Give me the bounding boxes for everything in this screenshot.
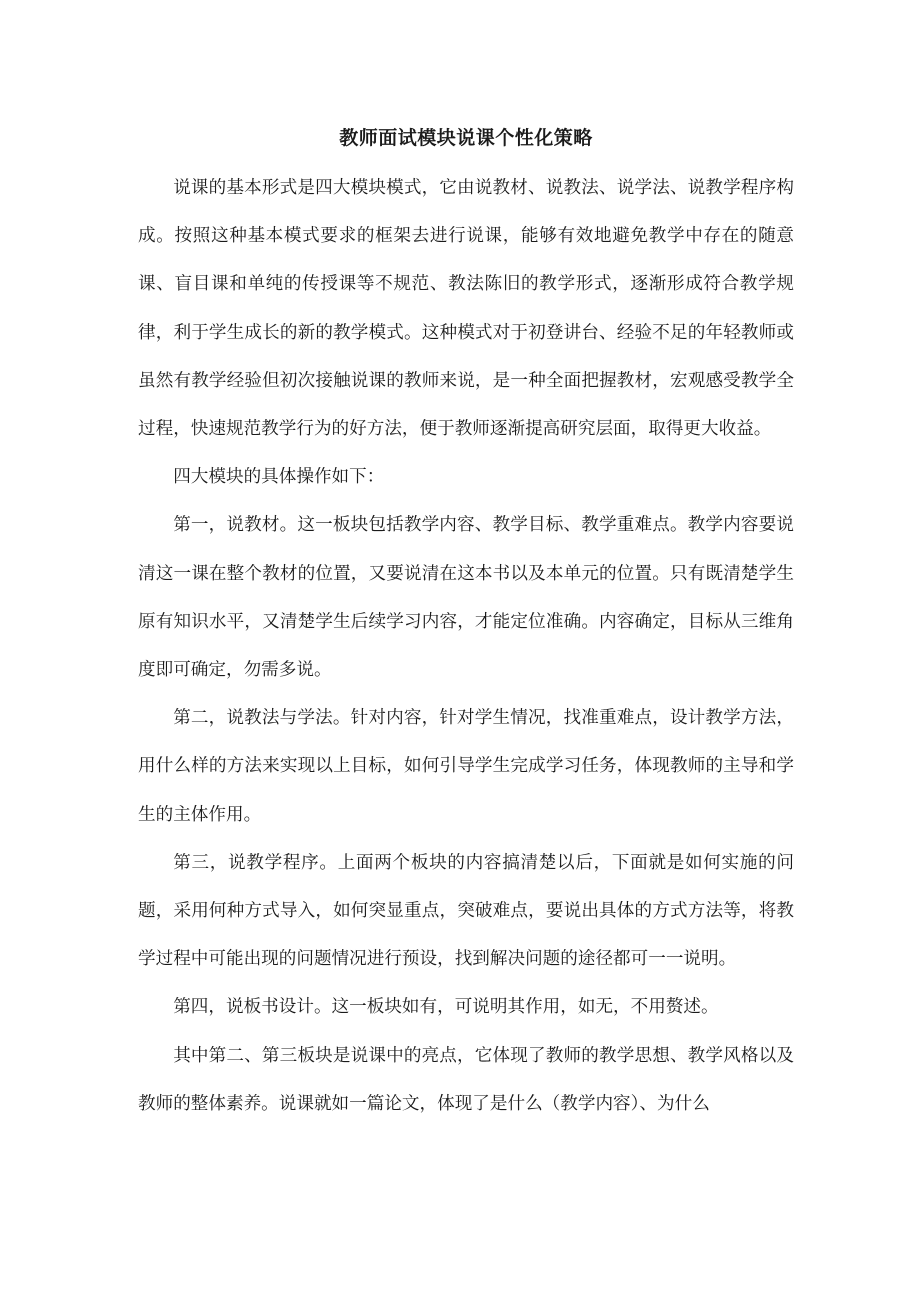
paragraph-step-1: 第一，说教材。这一板块包括教学内容、教学目标、教学重难点。教学内容要说清这一课在整个教材的位置，又要说清在这本书以及本单元的位置。只有既清楚学生原有知识水平，又清楚学生后续学习内容，才能定位准确。内容确定，目标从三维角度即可确定，勿需多说。 [138, 515, 794, 681]
paragraph-summary: 其中第二、第三板块是说课中的亮点，它体现了教师的教学思想、教学风格以及教师的整体素养。说课就如一篇论文，体现了是什么（教学内容）、为什么 [138, 1045, 794, 1114]
paragraph-step-3: 第三，说教学程序。上面两个板块的内容搞清楚以后，下面就是如何实施的问题，采用何种方式导入，如何突显重点，突破难点，要说出具体的方式方法等，将教学过程中可能出现的问题情况进行预设，找到解决问题的途径都可一一说明。 [138, 852, 794, 970]
paragraph-step-2: 第二，说教法与学法。针对内容，针对学生情况，找准重难点，设计教学方法，用什么样的方法来实现以上目标，如何引导学生完成学习任务，体现教师的主导和学生的主体作用。 [138, 708, 794, 825]
paragraph-intro: 说课的基本形式是四大模块模式，它由说教材、说教法、说学法、说教学程序构成。按照这种基本模式要求的框架去进行说课，能够有效地避免教学中存在的随意课、盲目课和单纯的传授课等不规范、教法陈旧的教学形式，逐渐形成符合教学规律，利于学生成长的新的教学模式。这种模式对于初登讲台、经验不足的年轻教师或虽然有教学经验但初次接触说课的教师来说，是一种全面把握教材，宏观感受教学全过程，快速规范教学行为的好方法，便于教师逐渐提高研究层面，取得更大收益。 [138, 178, 794, 440]
paragraph-overview: 四大模块的具体操作如下： [173, 467, 385, 488]
paragraph-step-4: 第四，说板书设计。这一板块如有，可说明其作用，如无，不用赘述。 [173, 997, 719, 1018]
document-title: 教师面试模块说课个性化策略 [339, 127, 593, 149]
document-page [138, 112, 794, 1128]
